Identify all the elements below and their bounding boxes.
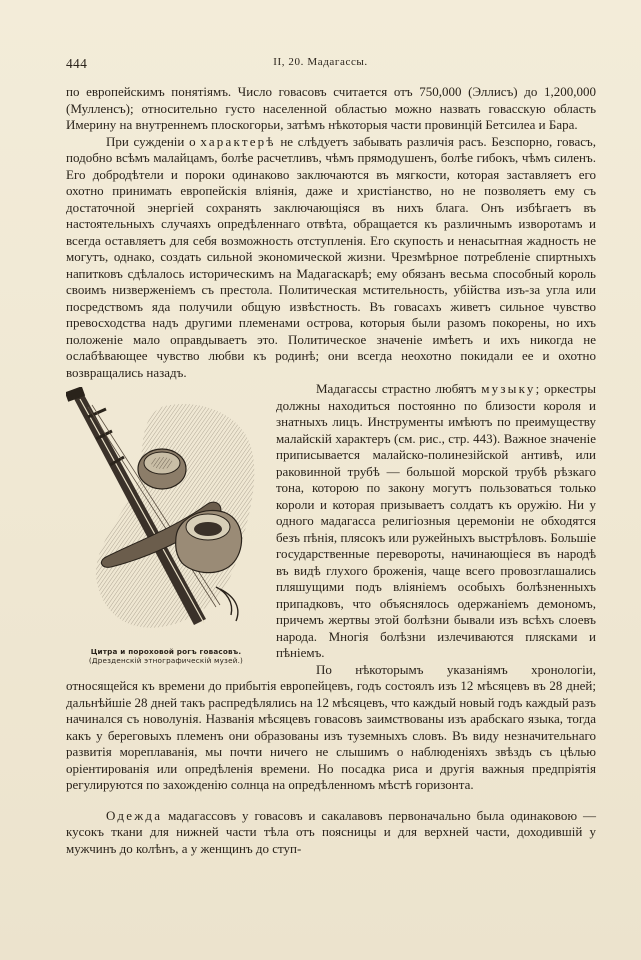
paragraph: По нѣкоторымъ указаніямъ хронологіи, относящейся къ времени до прибытія европейцевъ, годъ состоялъ изъ 12 мѣсяцевъ въ 28 дней; дальнѣйшіе 28 дней такъ распредѣлялись на 12 мѣсяцевъ, что каждый новый годъ каждый разъ начинался съ новолунія. Названія мѣсяцевъ говасовъ заимствованы изъ арабскаго языка, тогда какъ у береговыхъ племенъ они образованы изъ туземныхъ словъ. Въ виду незначительнаго развитія мореплаванія, мы почти ничего не слышимъ о наблюденіяхъ звѣздъ съ цѣлью оріентированія или опредѣленія времени. Но посадка риса и другія важныя предпріятія регулируются по захожденію солнца на опредѣленномъ мѣстѣ горизонта. (66, 661, 596, 792)
paragraph (66, 808, 596, 858)
figure-zither-and-powder-horn (66, 387, 266, 667)
running-head: II, 20. Мадагассы. (273, 56, 368, 68)
body-text (66, 84, 596, 857)
text-run: не слѣдуетъ забывать различія расъ. Безспорно, говасъ, подобно всѣмъ малайцамъ, болѣе расчетливъ, чѣмъ прямодушенъ, болѣе гибокъ, чѣмъ силенъ. Его добродѣтели и пороки одинаково заключаются въ мягкости, которая заставляетъ его охотно принимать европейскія вліянія, даже и христіанство, но не позволяетъ ему съ достаточной энергіей сохранять заключающіяся въ нихъ блага. Онъ избѣгаетъ въ настоятельныхъ случаяхъ опредѣленнаго отвѣта, обращается къ различнымъ изворотамъ и всегда оставляетъ для себя возможность отступленія. Его скупость и ненасытная жадность не могутъ, однако, создать сильной экономической жизни. Чрезмѣрное потребленіе спиртныхъ напитковъ сдѣлалось историческимъ на Мадагаскарѣ; ему обязанъ весьма способный король своимъ низверженіемъ съ престола. Политическая мстительность, убійства изъ-за угла или посредствомъ яда получили общую извѣстность. Въ говасахъ живетъ сильное чувство превосходства надъ другими племенами острова, которыя были разомъ покорены, но ихъ положеніе мало оправдываетъ это. Политическое значеніе имѣетъ и ихъ никогда не ослабѣвающее чувство любви къ родинѣ; они всегда неохотно покидали ее и охотно возвращались назадъ. (66, 133, 596, 380)
text-run: При сужденіи о (106, 133, 201, 149)
paragraph (66, 134, 596, 382)
text-run: мадагассовъ у говасовъ и сакалавовъ первоначально была одинаковою — кусокъ ткани для нижней части тѣла отъ поясницы и для верхней части, доходившій у мужчинъ до колѣнъ, а у женщинъ до ступ- (66, 807, 596, 856)
emphasized-term: музыку (481, 381, 536, 396)
text-run: Мадагассы страстно любятъ (316, 381, 482, 396)
emphasized-term: характерѣ (200, 133, 276, 149)
paragraph: по европейскимъ понятіямъ. Число говасовъ считается отъ 750,000 (Эллисъ) до 1,200,000 (Мулленсъ); относительно густо населенной областью можно назвать говасскую область Имерину на внутреннемъ плоскогорьи, затѣмъ нѣкоторыя части провинцій Бетсилеа и Бара. (66, 84, 596, 132)
caption-title: Цитра и пороховой рогъ говасовъ. (90, 647, 242, 656)
figure-caption (66, 647, 266, 665)
emphasized-term: Одежда (106, 807, 163, 823)
zither-and-powder-horn-illustration (66, 387, 266, 645)
page-number: 444 (66, 56, 88, 71)
text-run: ; оркестры должны находиться постоянно по близости короля и знатныхъ лицъ. Инструменты имѣютъ по преимуществу малайскій характеръ (см. рис., стр. 443). Важное значеніе приписывается малайско-полинезійской антивѣ, или раковинной трубѣ — большой морской трубѣ рѣзкаго тона, которою по закону могутъ пользоваться только короли и которая призываетъ солдатъ къ оружію. Ни у одного мадагасса религіозныя церемоніи не обходятся безъ пѣнія, плясокъ или ружейныхъ выстрѣловъ. Большіе государственные перевороты, начинающіеся въ народѣ въ видѣ глухого броженія, чаще всего провозглашались пляшущими подъ вліяніемъ особыхъ болѣзненныхъ припадковъ, что объяснялось одержаніемъ демономъ, причемъ жертвы этой болѣзни бывали изъ всѣхъ слоевъ народа. Многія болѣзни излечиваются плясками и пѣніемъ. (276, 381, 596, 660)
caption-source: (Дрезденскій этнографическій музей.) (88, 656, 244, 665)
